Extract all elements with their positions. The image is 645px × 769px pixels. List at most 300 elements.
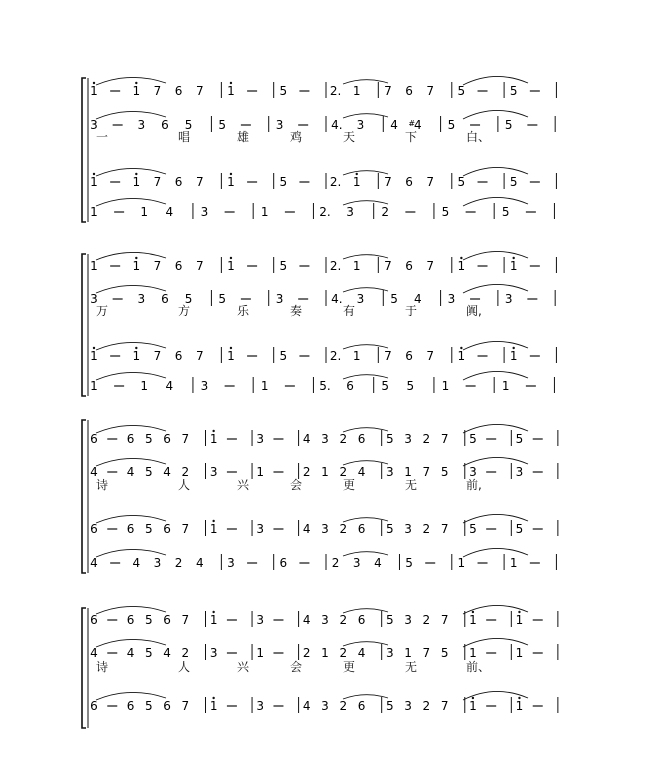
lyric-syllable: 白、: [466, 130, 491, 144]
lyric-syllable: 有: [343, 304, 356, 318]
note-digit: 4: [90, 556, 98, 570]
octave-dot: [230, 173, 232, 175]
note-digit: 1: [256, 465, 265, 479]
note-digit: 3: [385, 646, 394, 660]
note-digit: 3: [90, 292, 98, 306]
note-digit: 2: [181, 646, 190, 660]
note-digit: 6: [90, 699, 98, 713]
note-digit: 5: [144, 699, 153, 713]
slur-arc: [463, 284, 528, 293]
note-digit: 7: [195, 175, 204, 189]
note-digit: 1: [209, 432, 218, 446]
note-digit: 6: [405, 84, 413, 98]
lyric-syllable: 兴: [237, 478, 250, 492]
voice-part: [90, 371, 554, 393]
note-digit: 3: [404, 699, 412, 713]
note-digit: 1: [90, 349, 98, 363]
note-digit: 2: [422, 522, 431, 536]
note-digit: 4: [413, 292, 422, 306]
voice-part: [90, 691, 558, 713]
note-digit: 1: [132, 259, 141, 273]
note-digit: 5: [385, 613, 394, 627]
octave-dot: [135, 347, 137, 349]
octave-dot: [93, 347, 95, 349]
lyric-syllable: 鸡: [290, 130, 303, 144]
note-digit: 2: [302, 465, 311, 479]
note-digit: 5: [469, 432, 477, 446]
note-digit: 1: [515, 646, 524, 660]
voice-part: [90, 424, 558, 446]
note-digit: 5: [279, 349, 288, 363]
octave-dot: [512, 257, 514, 259]
note-digit: 6: [90, 522, 98, 536]
note-digit: 7: [384, 259, 392, 273]
slur-arc: [463, 197, 528, 206]
octave-dot: [472, 697, 474, 699]
note-digit: 5: [457, 84, 466, 98]
note-digit: 5: [279, 84, 288, 98]
note-digit: 3: [227, 556, 235, 570]
note-digit: 4: [90, 465, 98, 479]
note-digit: 1: [132, 175, 141, 189]
lyric-syllable: 人: [178, 660, 191, 674]
note-digit: 4: [195, 556, 204, 570]
note-digit: 5: [440, 646, 449, 660]
note-digit: 2.: [329, 349, 342, 363]
octave-dot: [135, 173, 137, 175]
lyric-syllable: 一: [96, 130, 109, 144]
note-digit: 1: [515, 699, 524, 713]
note-digit: 5: [504, 118, 513, 132]
note-digit: 2: [302, 646, 311, 660]
note-digit: 1: [404, 646, 412, 660]
note-digit: 5: [515, 432, 524, 446]
note-digit: 3: [469, 465, 477, 479]
lyric-syllable: 无: [405, 478, 418, 492]
octave-dot: [212, 520, 214, 522]
note-digit: 6: [174, 175, 183, 189]
note-digit: 6: [163, 613, 171, 627]
note-digit: 4: [126, 646, 135, 660]
note-digit: 4: [302, 613, 311, 627]
note-digit: 1: [321, 646, 329, 660]
slur-arc: [343, 171, 388, 175]
note-digit: 3: [321, 522, 329, 536]
note-digit: 6: [126, 699, 135, 713]
note-digit: 1: [469, 699, 477, 713]
octave-dot: [93, 82, 95, 84]
voice-part: [90, 284, 555, 306]
note-digit: 3: [321, 432, 329, 446]
slur-arc: [463, 167, 528, 176]
lyric-syllable: 阗,: [466, 304, 482, 318]
note-digit: 2: [381, 205, 390, 219]
note-digit: 5: [515, 522, 524, 536]
note-digit: 5: [144, 613, 153, 627]
slur-arc: [463, 110, 528, 119]
note-digit: 2.: [329, 259, 342, 273]
lyric-syllable: 前,: [466, 478, 482, 492]
slur-arc: [463, 341, 528, 350]
octave-dot: [230, 347, 232, 349]
note-digit: 1: [132, 84, 141, 98]
note-digit: 7: [153, 84, 162, 98]
note-digit: 2: [339, 465, 348, 479]
note-digit: 4: [163, 646, 171, 660]
voice-part: [90, 167, 556, 189]
slur-arc: [343, 114, 388, 118]
note-digit: 5: [218, 292, 227, 306]
note-digit: 1: [260, 205, 269, 219]
note-digit: 1: [90, 205, 98, 219]
note-digit: 5: [144, 522, 153, 536]
voice-part: [90, 110, 555, 132]
note-digit: 3: [137, 118, 146, 132]
note-digit: 2: [422, 432, 431, 446]
note-digit: 3: [346, 205, 354, 219]
note-digit: 6: [90, 613, 98, 627]
note-digit: 7: [426, 349, 435, 363]
note-digit: 3: [404, 522, 412, 536]
note-digit: 5: [469, 522, 477, 536]
note-digit: 3: [209, 646, 218, 660]
note-digit: 6: [279, 556, 288, 570]
note-digit: 3: [137, 292, 146, 306]
note-digit: 6: [163, 699, 171, 713]
slur-arc: [96, 198, 166, 206]
voice-part: [90, 251, 556, 273]
voice-part: [90, 76, 556, 98]
note-digit: 1: [509, 259, 518, 273]
note-digit: 7: [181, 522, 190, 536]
slur-arc: [463, 251, 528, 260]
note-digit: 4: [302, 522, 311, 536]
note-digit: 7: [181, 699, 190, 713]
note-digit: 1: [404, 465, 412, 479]
note-digit: 6: [405, 175, 413, 189]
note-digit: 1: [352, 84, 361, 98]
note-digit: 7: [195, 84, 204, 98]
note-digit: 4: [165, 205, 174, 219]
note-digit: 1: [227, 84, 235, 98]
octave-dot: [230, 257, 232, 259]
note-digit: 2: [339, 432, 348, 446]
slur-arc: [96, 372, 166, 380]
note-digit: 5: [144, 432, 153, 446]
slur-arc: [343, 288, 388, 292]
note-digit: 3: [356, 292, 365, 306]
note-digit: 3: [321, 699, 329, 713]
lyric-syllable: 下: [405, 130, 418, 144]
note-digit: 4: [302, 432, 311, 446]
note-digit: 7: [181, 432, 190, 446]
note-digit: 7: [153, 259, 162, 273]
note-digit: 4: [357, 646, 366, 660]
note-digit: 1: [227, 349, 235, 363]
note-digit: 2: [422, 699, 431, 713]
note-digit: 7: [384, 84, 392, 98]
note-digit: 1: [441, 379, 450, 393]
slur-arc: [343, 255, 388, 259]
lyric-syllable: 唱: [178, 130, 191, 144]
note-digit: 6: [174, 349, 183, 363]
note-digit: 6: [90, 432, 98, 446]
note-digit: 3: [504, 292, 513, 306]
note-digit: 2: [181, 465, 190, 479]
note-digit: 6: [405, 259, 413, 273]
voice-part: [90, 605, 558, 627]
note-digit: 4.: [331, 292, 343, 306]
slur-arc: [96, 111, 166, 119]
note-digit: 5: [381, 379, 390, 393]
note-digit: 1: [321, 465, 329, 479]
note-digit: 6: [163, 522, 171, 536]
slur-arc: [463, 371, 528, 380]
octave-dot: [512, 347, 514, 349]
note-digit: 1: [209, 522, 218, 536]
note-digit: 4: [90, 646, 98, 660]
note-digit: 4: [163, 465, 171, 479]
note-digit: 4: [302, 699, 311, 713]
note-digit: 1: [260, 379, 269, 393]
lyric-syllable: 万: [96, 304, 109, 318]
voice-part: [90, 341, 556, 363]
note-digit: 1: [457, 349, 466, 363]
lyric-syllable: 方: [178, 304, 191, 318]
note-digit: 3: [90, 118, 98, 132]
lyric-syllable: 乐: [237, 304, 250, 318]
voice-part: [90, 514, 558, 536]
note-digit: 1: [90, 259, 98, 273]
note-digit: 5: [279, 259, 288, 273]
octave-dot: [460, 347, 462, 349]
note-digit: 2: [174, 556, 183, 570]
voice-part: [90, 457, 558, 479]
score-system: [82, 420, 558, 573]
octave-dot: [518, 697, 520, 699]
note-digit: 3: [153, 556, 162, 570]
note-digit: 7: [426, 84, 435, 98]
note-digit: 2: [339, 646, 348, 660]
octave-dot: [135, 257, 137, 259]
note-digit: 1: [352, 349, 361, 363]
note-digit: 5.: [319, 379, 331, 393]
voice-part: [90, 197, 554, 219]
note-digit: 1: [501, 379, 510, 393]
slur-arc: [463, 548, 528, 557]
note-digit: 1: [352, 175, 361, 189]
lyric-syllable: 更: [343, 660, 356, 674]
note-digit: 5: [144, 465, 153, 479]
note-digit: 7: [426, 259, 435, 273]
note-digit: 5: [218, 118, 227, 132]
note-digit: 4: [126, 465, 135, 479]
note-digit: 1: [90, 379, 98, 393]
octave-dot: [518, 611, 520, 613]
octave-dot: [212, 611, 214, 613]
note-digit: 1: [140, 379, 149, 393]
sharp-sign: #: [408, 119, 416, 128]
note-digit: 6: [405, 349, 413, 363]
slur-arc: [96, 285, 166, 293]
lyric-syllable: 诗: [96, 660, 109, 674]
note-digit: 7: [195, 259, 204, 273]
note-digit: 5: [440, 465, 449, 479]
note-digit: 1: [469, 646, 477, 660]
note-digit: 7: [440, 613, 449, 627]
note-digit: 5: [144, 646, 153, 660]
score-system: [82, 76, 556, 222]
note-digit: 1: [90, 175, 98, 189]
note-digit: 6: [163, 432, 171, 446]
note-digit: 1: [132, 349, 141, 363]
note-digit: 3: [256, 613, 265, 627]
note-digit: 4: [390, 118, 398, 132]
note-digit: 1: [140, 205, 149, 219]
note-digit: 3: [256, 432, 265, 446]
system-bracket: [82, 254, 86, 396]
note-digit: 3: [356, 118, 365, 132]
lyric-syllable: 更: [343, 478, 356, 492]
octave-dot: [93, 173, 95, 175]
lyric-syllable: 奏: [290, 304, 303, 318]
octave-dot: [230, 82, 232, 84]
voice-part: [90, 638, 558, 660]
note-digit: 6: [174, 259, 183, 273]
note-digit: 6: [161, 292, 169, 306]
note-digit: 2: [339, 522, 348, 536]
note-digit: 3: [515, 465, 524, 479]
note-digit: 7: [422, 465, 431, 479]
note-digit: 1: [457, 556, 466, 570]
note-digit: 3: [200, 205, 209, 219]
note-digit: 7: [440, 522, 449, 536]
note-digit: 5: [184, 292, 193, 306]
note-digit: 6: [126, 522, 135, 536]
note-digit: 6: [357, 522, 366, 536]
note-digit: 1: [90, 84, 98, 98]
note-digit: 3: [256, 699, 265, 713]
note-digit: 3: [275, 292, 284, 306]
note-digit: 5: [279, 175, 288, 189]
lyric-syllable: 于: [405, 304, 418, 318]
lyric-syllable: 雄: [237, 130, 250, 144]
note-digit: 5: [405, 556, 413, 570]
note-digit: 2.: [329, 84, 342, 98]
note-digit: 5: [509, 84, 518, 98]
note-digit: 3: [404, 432, 412, 446]
note-digit: 1: [227, 259, 235, 273]
slur-arc: [343, 80, 388, 84]
note-digit: 1: [227, 175, 235, 189]
slur-arc: [343, 345, 388, 349]
lyric-syllable: 会: [290, 478, 303, 492]
note-digit: 3: [321, 613, 329, 627]
note-digit: 5: [509, 175, 518, 189]
note-digit: 7: [422, 646, 431, 660]
octave-dot: [356, 173, 358, 175]
note-digit: 5: [406, 379, 415, 393]
system-bracket: [82, 420, 86, 573]
note-digit: 1: [352, 259, 361, 273]
note-digit: 2: [339, 699, 348, 713]
note-digit: 1: [469, 613, 477, 627]
note-digit: 2: [339, 613, 348, 627]
note-digit: 5: [385, 432, 394, 446]
note-digit: 3: [447, 292, 456, 306]
note-digit: 5: [184, 118, 193, 132]
note-digit: 4: [165, 379, 174, 393]
octave-dot: [135, 82, 137, 84]
note-digit: 1: [256, 646, 265, 660]
note-digit: 3: [256, 522, 265, 536]
note-digit: 7: [384, 175, 392, 189]
note-digit: 2: [422, 613, 431, 627]
note-digit: 1: [209, 699, 218, 713]
note-digit: 3: [385, 465, 394, 479]
note-digit: 7: [440, 432, 449, 446]
note-digit: 5: [385, 522, 394, 536]
octave-dot: [460, 257, 462, 259]
lyric-syllable: 会: [290, 660, 303, 674]
note-digit: 1: [509, 349, 518, 363]
note-digit: 1: [509, 556, 518, 570]
note-digit: 6: [126, 432, 135, 446]
lyric-syllable: 人: [178, 478, 191, 492]
note-digit: 3: [200, 379, 209, 393]
note-digit: 5: [385, 699, 394, 713]
octave-dot: [212, 430, 214, 432]
note-digit: 6: [357, 432, 366, 446]
system-bracket: [82, 608, 86, 728]
system-bracket: [82, 78, 86, 222]
note-digit: 4.: [331, 118, 343, 132]
note-digit: 7: [181, 613, 190, 627]
note-digit: 5: [501, 205, 510, 219]
note-digit: 7: [153, 349, 162, 363]
note-digit: 7: [440, 699, 449, 713]
note-digit: 1: [457, 259, 466, 273]
note-digit: 3: [209, 465, 218, 479]
octave-dot: [212, 697, 214, 699]
note-digit: 7: [426, 175, 435, 189]
note-digit: 2.: [319, 205, 331, 219]
note-digit: 5: [390, 292, 398, 306]
note-digit: 6: [346, 379, 354, 393]
note-digit: 6: [357, 613, 366, 627]
note-digit: 4: [374, 556, 382, 570]
note-digit: 3: [275, 118, 284, 132]
note-digit: 6: [126, 613, 135, 627]
lyric-syllable: 前、: [466, 660, 491, 674]
note-digit: 4: [357, 465, 366, 479]
note-digit: 7: [153, 175, 162, 189]
note-digit: 2: [331, 556, 340, 570]
note-digit: 6: [357, 699, 366, 713]
note-digit: 5: [447, 118, 456, 132]
note-digit: 3: [352, 556, 361, 570]
voice-part: [90, 548, 556, 570]
lyric-syllable: 诗: [96, 478, 109, 492]
note-digit: 5: [441, 205, 450, 219]
octave-dot: [472, 611, 474, 613]
lyric-syllable: 兴: [237, 660, 250, 674]
note-digit: 6: [161, 118, 169, 132]
note-digit: 5: [457, 175, 466, 189]
note-digit: 1: [209, 613, 218, 627]
note-digit: 3: [404, 613, 412, 627]
slur-arc: [463, 76, 528, 85]
